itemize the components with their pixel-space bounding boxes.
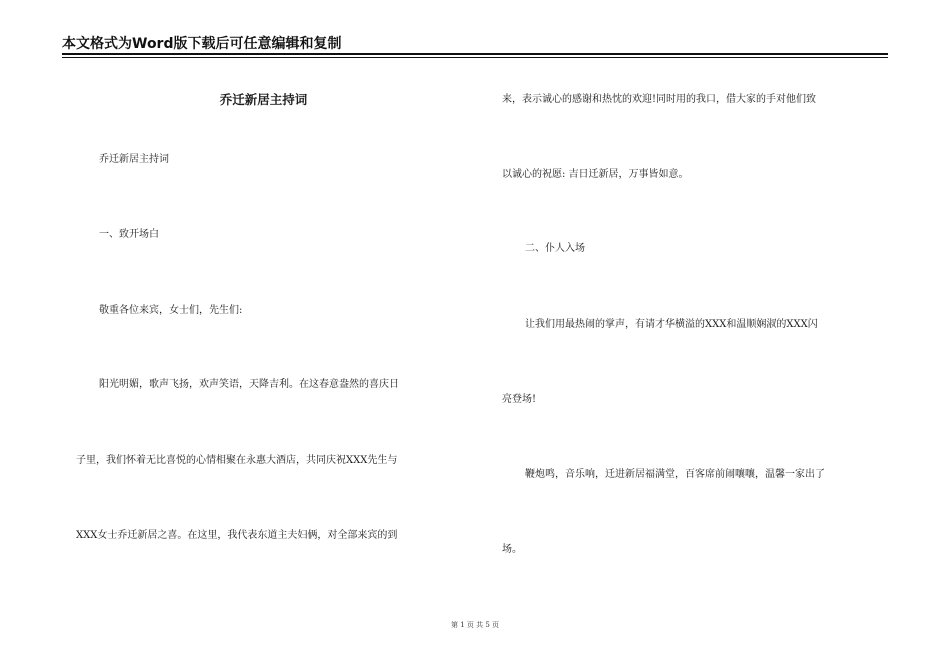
page-number-footer: 第 1 页 共 5 页 <box>450 621 500 629</box>
section-heading: 二、仆人入场 <box>525 243 585 254</box>
paragraph-line: 亮登场! <box>502 394 537 405</box>
document-header: 本文格式为Word版下载后可任意编辑和复制 <box>62 36 342 52</box>
paragraph-line: 以诚心的祝愿: 吉日迁新居，万事皆如意。 <box>502 169 689 180</box>
paragraph-line: 场。 <box>502 544 522 555</box>
section-heading: 一、致开场白 <box>99 229 159 240</box>
header-rule-thick <box>62 53 888 55</box>
paragraph-line: 阳光明媚，歌声飞扬，欢声笑语，天降吉利。在这春意盎然的喜庆日 <box>99 379 399 390</box>
paragraph-line: 子里，我们怀着无比喜悦的心情相聚在永惠大酒店，共同庆祝XXX先生与 <box>76 455 398 466</box>
paragraph-line: XXX女士乔迁新居之喜。在这里，我代表东道主夫妇俩，对全部来宾的到 <box>76 530 398 541</box>
header-rule-thin <box>62 57 888 58</box>
paragraph-line: 让我们用最热闹的掌声，有请才华横溢的XXX和温顺娴淑的XXX闪 <box>525 319 818 330</box>
paragraph-line: 来，表示诚心的感谢和热忱的欢迎!同时用的我口，借大家的手对他们致 <box>502 94 817 105</box>
document-title: 乔迁新居主持词 <box>219 92 308 107</box>
paragraph-line: 敬重各位来宾，女士们，先生们: <box>99 305 243 316</box>
paragraph-line: 鞭炮鸣，音乐响，迁进新居福满堂，百客席前闹嚷嚷，温馨一家出了 <box>525 469 825 480</box>
paragraph-line: 乔迁新居主持词 <box>99 154 169 165</box>
